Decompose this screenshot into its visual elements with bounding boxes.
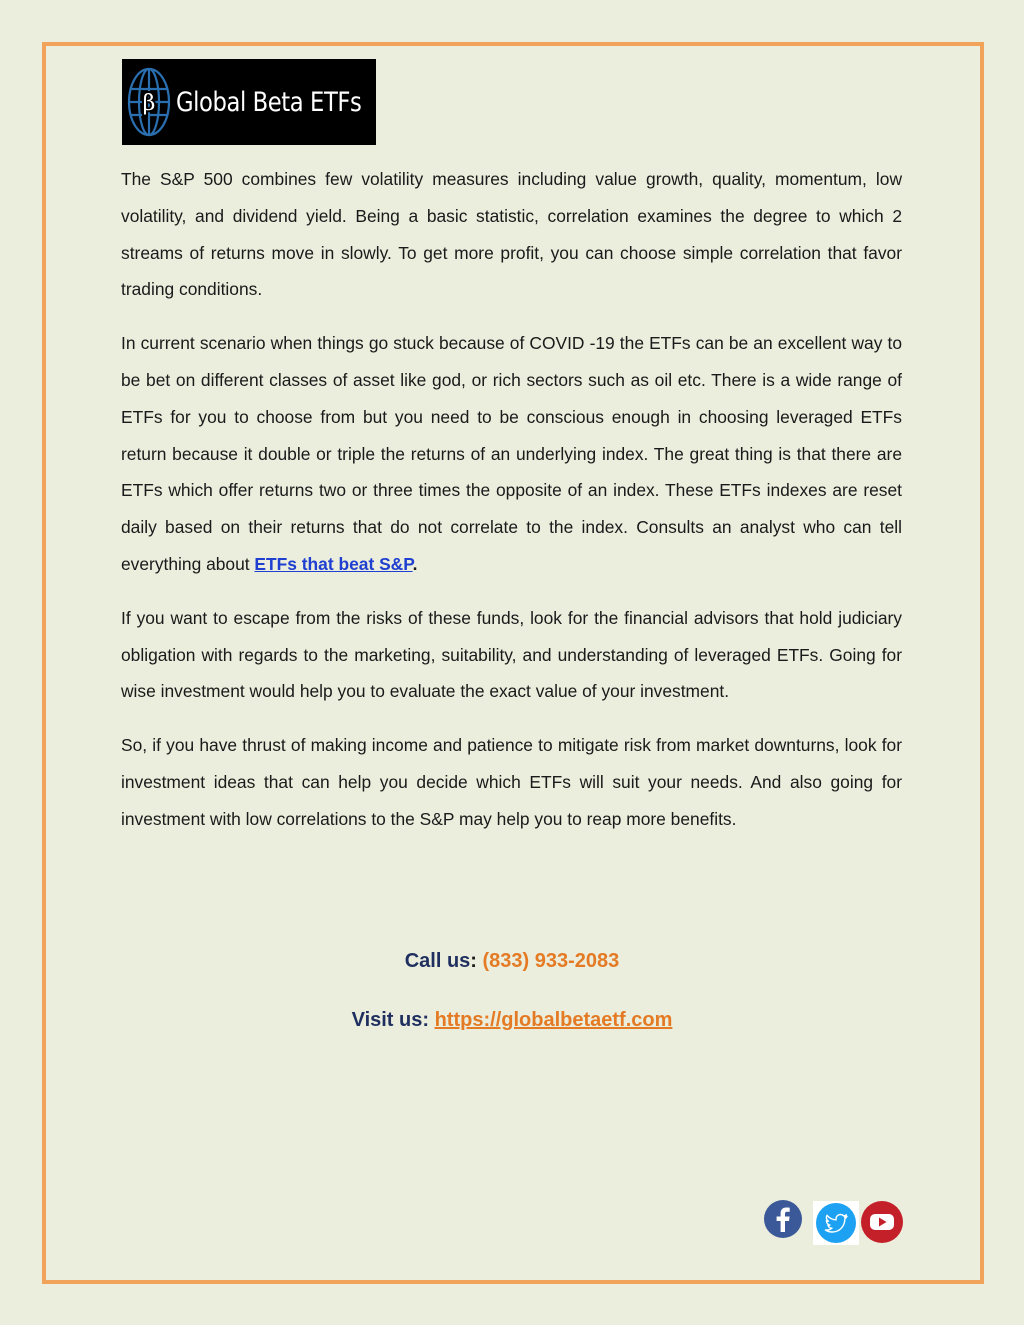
article-body	[121, 161, 902, 855]
paragraph-3: If you want to escape from the risks of these funds, look for the financial advisors that hold judiciary obligation with regards to the marketing, suitability, and understanding of leveraged ETFs. Going for wise investment would help you to evaluate the exact value of your investment.	[121, 607, 902, 702]
call-us-line	[0, 950, 1024, 973]
paragraph-2	[121, 325, 902, 583]
paragraph-2-end: .	[412, 553, 418, 574]
paragraph-2-text: In current scenario when things go stuck because of COVID -19 the ETFs can be an excellent way to be bet on different classes of asset like god, or rich sectors such as oil etc. There is a wide range of ETFs for you to choose from but you need to be conscious enough in choosing leveraged ETFs return because it double or triple the returns of an underlying index. The great thing is that there are ETFs which offer returns two or three times the opposite of an index. These ETFs indexes are reset daily based on their returns that do not correlate to the index. Consults an analyst who can tell everything about	[121, 333, 902, 574]
etfs-that-beat-sp-link[interactable]: ETFs that beat S&P	[254, 553, 413, 574]
twitter-icon[interactable]	[813, 1201, 859, 1245]
logo-text: Global Beta ETFs	[176, 86, 362, 118]
visit-us-line	[0, 1009, 1024, 1032]
youtube-icon[interactable]	[860, 1200, 904, 1244]
globe-beta-icon	[126, 63, 172, 141]
call-us-separator: :	[470, 950, 483, 972]
website-link[interactable]: https://globalbetaetf.com	[434, 1009, 673, 1031]
paragraph-4: So, if you have thrust of making income and patience to mitigate risk from market downturns, look for investment ideas that can help you decide which ETFs will suit your needs. And also going for investment with low correlations to the S&P may help you to reap more benefits.	[121, 735, 902, 829]
phone-number[interactable]: (833) 933-2083	[482, 950, 620, 972]
call-us-label: Call us	[404, 950, 471, 972]
paragraph-1: The S&P 500 combines few volatility measures including value growth, quality, momentum, low volatility, and dividend yield. Being a basic statistic, correlation examines the degree to which 2 streams of returns move in slowly. To get more profit, you can choose simple correlation that favor trading conditions.	[121, 169, 902, 300]
global-beta-etfs-logo	[122, 59, 376, 145]
visit-us-label: Visit us:	[351, 1009, 435, 1031]
facebook-icon[interactable]	[763, 1199, 803, 1239]
svg-text:β: β	[142, 91, 156, 116]
